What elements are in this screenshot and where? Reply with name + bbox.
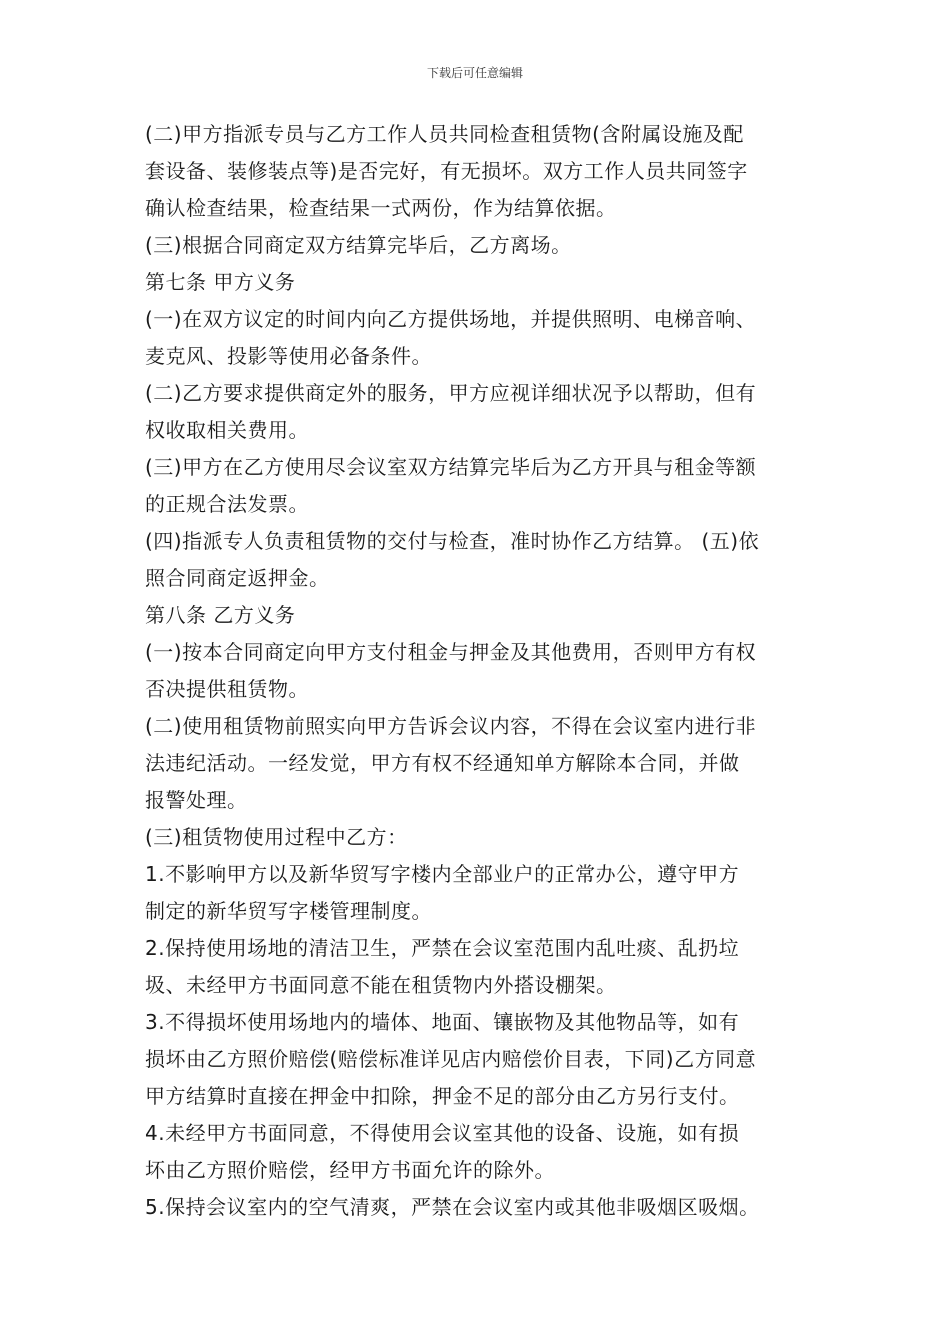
text-line: (四)指派专人负责租赁物的交付与检查，准时协作乙方结算。 (五)依 [145,529,760,553]
text-line: (二)乙方要求提供商定外的服务，甲方应视详细状况予以帮助，但有 [145,381,757,405]
text-line: 坏由乙方照价赔偿，经甲方书面允许的除外。 [145,1158,555,1182]
text-line: (一)按本合同商定向甲方支付租金与押金及其他费用，否则甲方有权 [145,640,757,664]
text-line: (三)根据合同商定双方结算完毕后，乙方离场。 [145,233,572,257]
text-line: 报警处理。 [145,788,248,812]
text-line: (二)使用租赁物前照实向甲方告诉会议内容，不得在会议室内进行非 [145,714,757,738]
text-line: (一)在双方议定的时间内向乙方提供场地，并提供照明、电梯音响、 [145,307,757,331]
text-line: 制定的新华贸写字楼管理制度。 [145,899,432,923]
text-line: (三)租赁物使用过程中乙方： [145,825,408,849]
text-line: (二)甲方指派专员与乙方工作人员共同检查租赁物(含附属设施及配 [145,122,744,146]
text-line: 法违纪活动。一经发觉，甲方有权不经通知单方解除本合同，并做 [145,751,740,775]
text-line: 套设备、装修装点等)是否完好，有无损坏。双方工作人员共同签字 [145,159,748,183]
page-header: 下载后可任意编辑 [426,66,523,80]
text-line: 1.不影响甲方以及新华贸写字楼内全部业户的正常办公，遵守甲方 [145,862,740,886]
text-line: 的正规合法发票。 [145,492,309,516]
text-line: 5.保持会议室内的空气清爽，严禁在会议室内或其他非吸烟区吸烟。 [145,1195,760,1219]
text-line: 否决提供租赁物。 [145,677,309,701]
text-line: 损坏由乙方照价赔偿(赔偿标准详见店内赔偿价目表，下同)乙方同意 [145,1047,757,1071]
text-line: 确认检查结果，检查结果一式两份，作为结算依据。 [145,196,617,220]
text-line: 3.不得损坏使用场地内的墙体、地面、镶嵌物及其他物品等，如有 [145,1010,740,1034]
document-body [145,116,835,1226]
text-line: (三)甲方在乙方使用尽会议室双方结算完毕后为乙方开具与租金等额 [145,455,757,479]
section-heading: 第七条 甲方义务 [145,270,296,294]
text-line: 4.未经甲方书面同意，不得使用会议室其他的设备、设施，如有损 [145,1121,740,1145]
text-line: 权收取相关费用。 [145,418,309,442]
text-line: 圾、未经甲方书面同意不能在租赁物内外搭设棚架。 [145,973,617,997]
text-line: 甲方结算时直接在押金中扣除，押金不足的部分由乙方另行支付。 [145,1084,740,1108]
text-line: 麦克风、投影等使用必备条件。 [145,344,432,368]
text-line: 2.保持使用场地的清洁卫生，严禁在会议室范围内乱吐痰、乱扔垃 [145,936,740,960]
text-line: 照合同商定返押金。 [145,566,330,590]
section-heading: 第八条 乙方义务 [145,603,296,627]
